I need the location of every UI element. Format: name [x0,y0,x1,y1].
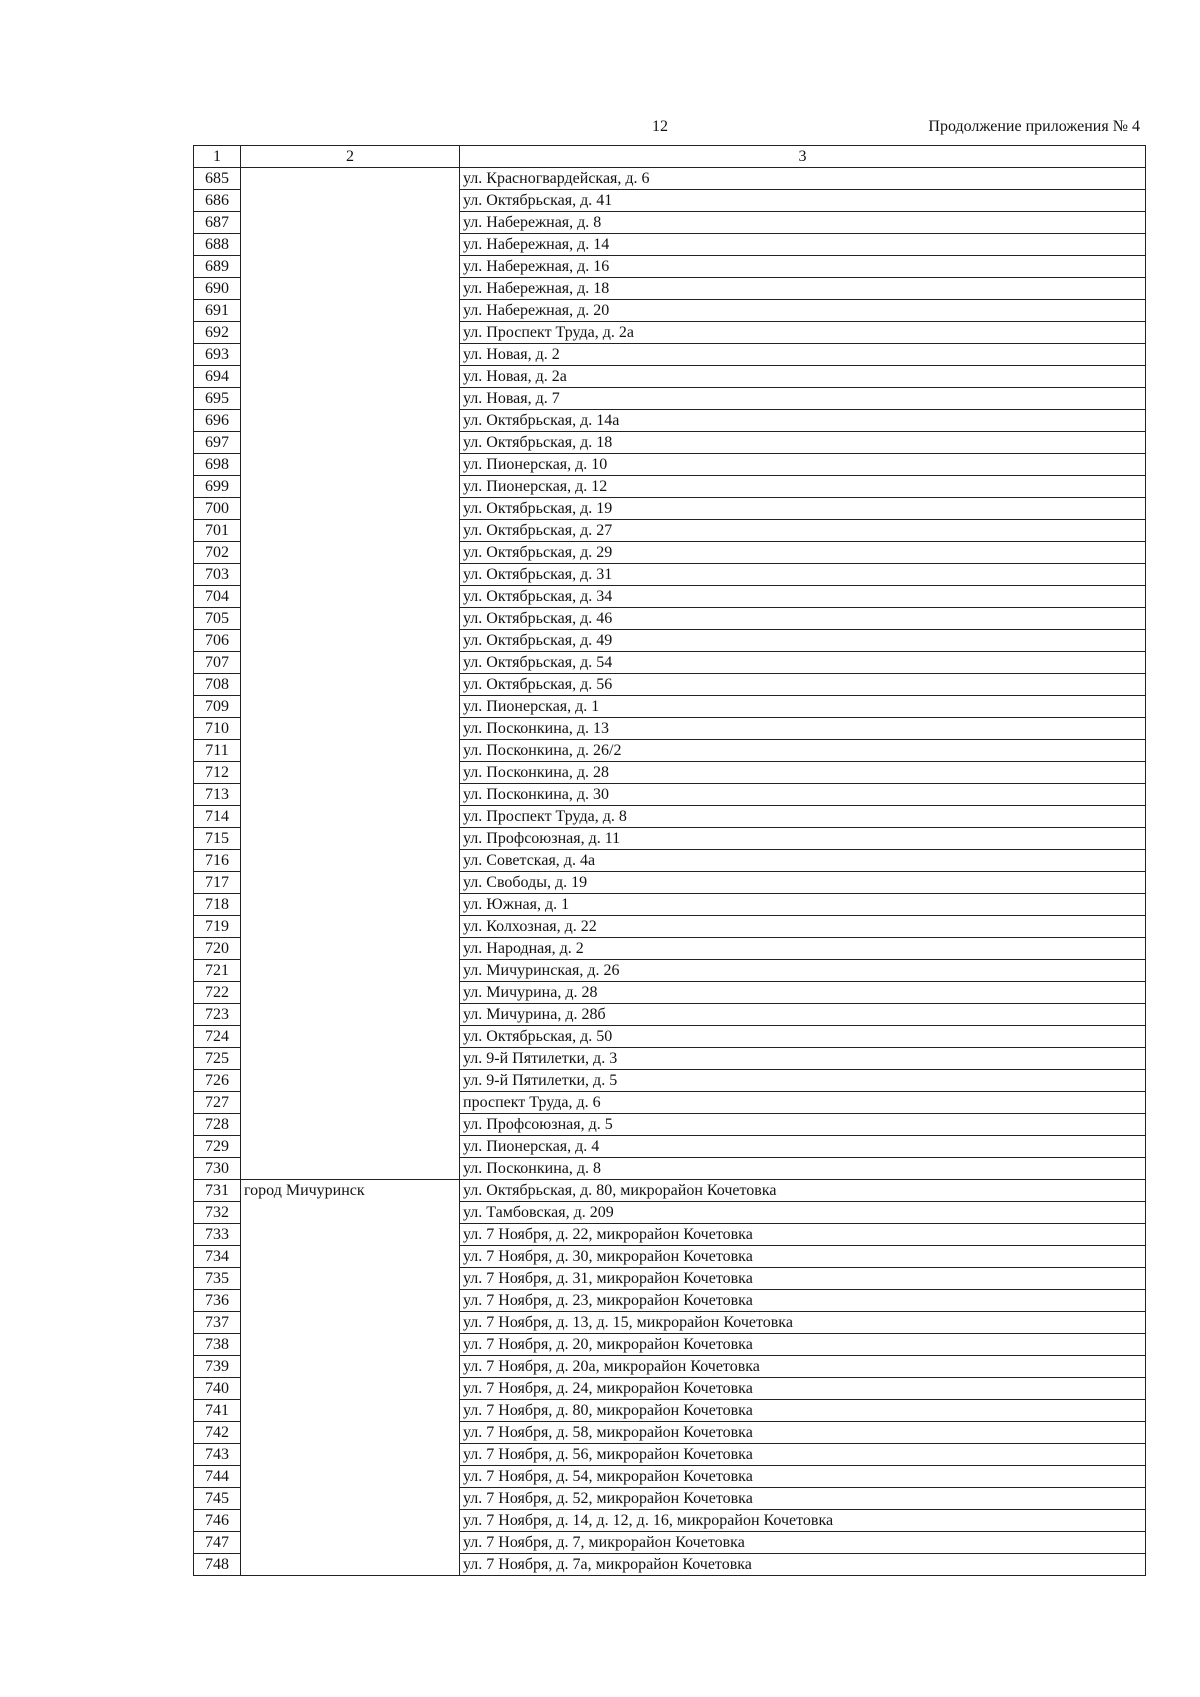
row-number: 731 [194,1180,241,1202]
address-cell: ул. 7 Ноября, д. 58, микрорайон Кочетовка [460,1422,1146,1444]
row-number: 738 [194,1334,241,1356]
row-number: 725 [194,1048,241,1070]
address-cell: ул. Набережная, д. 14 [460,234,1146,256]
address-cell: ул. Красногвардейская, д. 6 [460,168,1146,190]
address-cell: проспект Труда, д. 6 [460,1092,1146,1114]
address-cell: ул. Мичурина, д. 28 [460,982,1146,1004]
row-number: 708 [194,674,241,696]
locality-cell: город Мичуринск [241,1180,460,1576]
table-row [194,168,1146,190]
address-cell: ул. Октябрьская, д. 18 [460,432,1146,454]
address-cell: ул. Посконкина, д. 26/2 [460,740,1146,762]
row-number: 707 [194,652,241,674]
row-number: 714 [194,806,241,828]
row-number: 721 [194,960,241,982]
row-number: 703 [194,564,241,586]
row-number: 699 [194,476,241,498]
address-cell: ул. Набережная, д. 18 [460,278,1146,300]
row-number: 710 [194,718,241,740]
row-number: 741 [194,1400,241,1422]
address-cell: ул. 7 Ноября, д. 14, д. 12, д. 16, микрорайон Кочетовка [460,1510,1146,1532]
address-cell: ул. 7 Ноября, д. 20, микрорайон Кочетовка [460,1334,1146,1356]
address-cell: ул. 7 Ноября, д. 13, д. 15, микрорайон Кочетовка [460,1312,1146,1334]
row-number: 697 [194,432,241,454]
row-number: 691 [194,300,241,322]
row-number: 747 [194,1532,241,1554]
row-number: 711 [194,740,241,762]
row-number: 704 [194,586,241,608]
address-cell: ул. Пионерская, д. 10 [460,454,1146,476]
address-cell: ул. Посконкина, д. 13 [460,718,1146,740]
address-cell: ул. Проспект Труда, д. 8 [460,806,1146,828]
address-cell: ул. Посконкина, д. 28 [460,762,1146,784]
address-cell: ул. Октябрьская, д. 49 [460,630,1146,652]
row-number: 735 [194,1268,241,1290]
address-cell: ул. Октябрьская, д. 41 [460,190,1146,212]
row-number: 701 [194,520,241,542]
address-cell: ул. Пионерская, д. 4 [460,1136,1146,1158]
row-number: 713 [194,784,241,806]
row-number: 733 [194,1224,241,1246]
row-number: 698 [194,454,241,476]
column-header-address: 3 [460,146,1146,168]
row-number: 726 [194,1070,241,1092]
address-cell: ул. Октябрьская, д. 54 [460,652,1146,674]
row-number: 724 [194,1026,241,1048]
address-cell: ул. Южная, д. 1 [460,894,1146,916]
row-number: 727 [194,1092,241,1114]
address-cell: ул. Советская, д. 4а [460,850,1146,872]
row-number: 748 [194,1554,241,1576]
row-number: 695 [194,388,241,410]
row-number: 718 [194,894,241,916]
row-number: 716 [194,850,241,872]
address-cell: ул. 7 Ноября, д. 20а, микрорайон Кочетовка [460,1356,1146,1378]
address-cell: ул. Октябрьская, д. 27 [460,520,1146,542]
row-number: 745 [194,1488,241,1510]
address-cell: ул. Набережная, д. 20 [460,300,1146,322]
row-number: 723 [194,1004,241,1026]
address-table [193,145,1146,1576]
column-header-number: 1 [194,146,241,168]
row-number: 702 [194,542,241,564]
address-cell: ул. 7 Ноября, д. 23, микрорайон Кочетовка [460,1290,1146,1312]
row-number: 712 [194,762,241,784]
address-cell: ул. Новая, д. 7 [460,388,1146,410]
column-header-locality: 2 [241,146,460,168]
address-cell: ул. Мичуринская, д. 26 [460,960,1146,982]
row-number: 740 [194,1378,241,1400]
address-cell: ул. Октябрьская, д. 19 [460,498,1146,520]
address-cell: ул. Колхозная, д. 22 [460,916,1146,938]
address-cell: ул. 9-й Пятилетки, д. 5 [460,1070,1146,1092]
page-number: 12 [652,118,668,135]
address-cell: ул. 7 Ноября, д. 22, микрорайон Кочетовка [460,1224,1146,1246]
row-number: 734 [194,1246,241,1268]
row-number: 728 [194,1114,241,1136]
address-cell: ул. Посконкина, д. 30 [460,784,1146,806]
table-header-row [194,146,1146,168]
address-cell: ул. Пионерская, д. 1 [460,696,1146,718]
row-number: 739 [194,1356,241,1378]
row-number: 705 [194,608,241,630]
address-cell: ул. Октябрьская, д. 29 [460,542,1146,564]
address-cell: ул. Пионерская, д. 12 [460,476,1146,498]
address-cell: ул. 7 Ноября, д. 31, микрорайон Кочетовка [460,1268,1146,1290]
row-number: 689 [194,256,241,278]
row-number: 717 [194,872,241,894]
continuation-note: Продолжение приложения № 4 [928,118,1140,135]
address-cell: ул. Мичурина, д. 28б [460,1004,1146,1026]
row-number: 719 [194,916,241,938]
row-number: 746 [194,1510,241,1532]
address-cell: ул. Новая, д. 2 [460,344,1146,366]
address-cell: ул. 9-й Пятилетки, д. 3 [460,1048,1146,1070]
row-number: 715 [194,828,241,850]
address-cell: ул. Октябрьская, д. 80, микрорайон Кочетовка [460,1180,1146,1202]
row-number: 742 [194,1422,241,1444]
row-number: 722 [194,982,241,1004]
address-cell: ул. Свободы, д. 19 [460,872,1146,894]
row-number: 737 [194,1312,241,1334]
row-number: 686 [194,190,241,212]
address-cell: ул. Октябрьская, д. 31 [460,564,1146,586]
row-number: 732 [194,1202,241,1224]
row-number: 743 [194,1444,241,1466]
row-number: 730 [194,1158,241,1180]
row-number: 729 [194,1136,241,1158]
row-number: 700 [194,498,241,520]
address-cell: ул. Набережная, д. 16 [460,256,1146,278]
address-cell: ул. Новая, д. 2а [460,366,1146,388]
address-cell: ул. 7 Ноября, д. 52, микрорайон Кочетовка [460,1488,1146,1510]
address-cell: ул. 7 Ноября, д. 54, микрорайон Кочетовка [460,1466,1146,1488]
table-row [194,1180,1146,1202]
address-cell: ул. 7 Ноября, д. 56, микрорайон Кочетовка [460,1444,1146,1466]
row-number: 693 [194,344,241,366]
row-number: 720 [194,938,241,960]
address-cell: ул. 7 Ноября, д. 80, микрорайон Кочетовка [460,1400,1146,1422]
row-number: 709 [194,696,241,718]
row-number: 696 [194,410,241,432]
row-number: 685 [194,168,241,190]
row-number: 687 [194,212,241,234]
row-number: 744 [194,1466,241,1488]
row-number: 706 [194,630,241,652]
table-body [194,168,1146,1576]
address-cell: ул. Октябрьская, д. 46 [460,608,1146,630]
address-cell: ул. Октябрьская, д. 34 [460,586,1146,608]
address-cell: ул. Набережная, д. 8 [460,212,1146,234]
address-cell: ул. Народная, д. 2 [460,938,1146,960]
address-cell: ул. Профсоюзная, д. 5 [460,1114,1146,1136]
address-cell: ул. Октябрьская, д. 50 [460,1026,1146,1048]
row-number: 690 [194,278,241,300]
address-cell: ул. Проспект Труда, д. 2а [460,322,1146,344]
row-number: 736 [194,1290,241,1312]
address-cell: ул. Тамбовская, д. 209 [460,1202,1146,1224]
address-cell: ул. Октябрьская, д. 14а [460,410,1146,432]
row-number: 692 [194,322,241,344]
row-number: 688 [194,234,241,256]
address-cell: ул. Октябрьская, д. 56 [460,674,1146,696]
address-cell: ул. 7 Ноября, д. 30, микрорайон Кочетовка [460,1246,1146,1268]
address-cell: ул. Посконкина, д. 8 [460,1158,1146,1180]
row-number: 694 [194,366,241,388]
locality-cell [241,168,460,1180]
address-cell: ул. 7 Ноября, д. 24, микрорайон Кочетовка [460,1378,1146,1400]
address-cell: ул. 7 Ноября, д. 7, микрорайон Кочетовка [460,1532,1146,1554]
address-cell: ул. 7 Ноября, д. 7а, микрорайон Кочетовка [460,1554,1146,1576]
address-cell: ул. Профсоюзная, д. 11 [460,828,1146,850]
